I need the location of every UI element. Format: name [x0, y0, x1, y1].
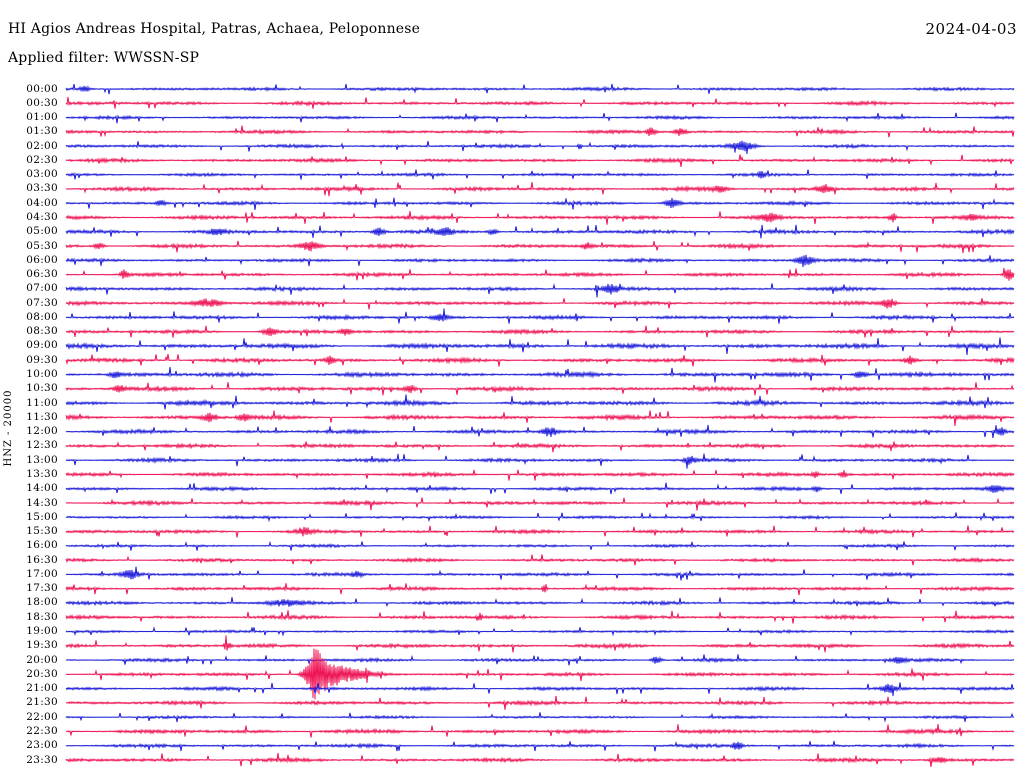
trace-row: [66, 610, 1014, 623]
trace-row: [66, 367, 1014, 383]
filter-label: Applied filter: WWSSN-SP: [8, 50, 200, 66]
trace-row: [66, 654, 1014, 665]
trace-row: [66, 425, 1014, 438]
trace-row: [66, 542, 1014, 551]
trace-row: [66, 283, 1014, 297]
time-label: 03:30: [26, 182, 58, 195]
time-label: 10:30: [26, 382, 58, 395]
time-label: 12:30: [26, 439, 58, 452]
trace-row: [66, 696, 1014, 710]
time-label: 14:30: [26, 496, 58, 509]
trace-row: [66, 555, 1014, 566]
trace-row: [66, 113, 1014, 123]
time-label: 22:00: [26, 710, 58, 723]
trace-row: [66, 298, 1014, 309]
time-label: 11:30: [26, 410, 58, 423]
time-label: 10:00: [26, 368, 58, 381]
trace-row: [66, 382, 1014, 395]
time-label: 17:30: [26, 582, 58, 595]
time-label: 08:30: [26, 325, 58, 338]
trace-row: [66, 525, 1014, 537]
trace-row: [66, 395, 1014, 410]
time-label: 09:30: [26, 353, 58, 366]
time-label: 02:00: [26, 139, 58, 152]
time-label: 19:30: [26, 639, 58, 652]
time-label: 00:30: [26, 96, 58, 109]
trace-row: [66, 211, 1014, 225]
trace-row: [66, 182, 1014, 196]
trace-row: [66, 255, 1014, 267]
trace-row: [66, 309, 1014, 324]
trace-row: [66, 683, 1014, 697]
trace-row: [66, 141, 1014, 154]
time-label: 00:00: [26, 82, 58, 95]
trace-row: [66, 741, 1014, 751]
trace-row: [66, 326, 1014, 338]
station-title: HI Agios Andreas Hospital, Patras, Achaea, Peloponnese: [8, 21, 421, 37]
trace-row: [66, 97, 1014, 109]
time-label: 21:30: [26, 696, 58, 709]
trace-row: [66, 483, 1014, 494]
time-label: 21:00: [26, 682, 58, 695]
trace-row: [66, 84, 1014, 94]
trace-row: [66, 597, 1014, 607]
y-axis-label: HNZ - 20000: [3, 389, 14, 467]
trace-row: [66, 649, 1014, 700]
time-label: 11:00: [26, 396, 58, 409]
trace-row: [66, 454, 1014, 469]
trace-row: [66, 354, 1014, 367]
time-label: 06:30: [26, 268, 58, 281]
trace-row: [66, 583, 1014, 595]
trace-row: [66, 635, 1014, 652]
time-label: 07:00: [26, 282, 58, 295]
trace-row: [66, 442, 1014, 453]
time-label: 22:30: [26, 724, 58, 737]
time-label: 14:00: [26, 482, 58, 495]
time-label: 06:00: [26, 253, 58, 266]
trace-row: [66, 198, 1014, 210]
time-label: 17:00: [26, 567, 58, 580]
trace-row: [66, 753, 1014, 767]
time-label: 20:00: [26, 653, 58, 666]
trace-row: [66, 338, 1014, 355]
time-label: 01:00: [26, 111, 58, 124]
time-label: 19:00: [26, 625, 58, 637]
time-label: 07:30: [26, 296, 58, 309]
time-label: 23:30: [26, 753, 58, 766]
trace-row: [66, 712, 1014, 722]
trace-row: [66, 268, 1014, 281]
trace-row: [66, 470, 1014, 481]
trace-row: [66, 411, 1014, 427]
time-label: 18:30: [26, 610, 58, 623]
trace-row: [66, 513, 1014, 522]
trace-row: [66, 225, 1014, 239]
time-label: 12:00: [26, 425, 58, 438]
time-label: 16:30: [26, 553, 58, 566]
plot-date: 2024-04-03: [925, 20, 1017, 38]
time-label: 05:30: [26, 239, 58, 252]
time-label: 15:30: [26, 525, 58, 538]
time-label: 13:00: [26, 453, 58, 466]
trace-row: [66, 154, 1014, 167]
time-label: 03:00: [26, 168, 58, 181]
time-label: 09:00: [26, 339, 58, 352]
time-label: 02:30: [26, 153, 58, 166]
time-label: 18:00: [26, 596, 58, 609]
time-label: 15:00: [26, 510, 58, 523]
trace-row: [66, 241, 1014, 253]
trace-row: [66, 170, 1014, 180]
time-label: 16:00: [26, 539, 58, 552]
time-label: 04:00: [26, 196, 58, 209]
time-label: 13:30: [26, 467, 58, 480]
trace-row: [66, 567, 1014, 581]
time-label: 04:30: [26, 210, 58, 223]
time-label: 01:30: [26, 125, 58, 138]
time-label: 08:00: [26, 310, 58, 323]
time-label: 20:30: [26, 667, 58, 680]
trace-row: [66, 724, 1014, 738]
time-label: 05:00: [26, 225, 58, 238]
trace-row: [66, 498, 1014, 511]
time-label: 23:00: [26, 739, 58, 752]
trace-row: [66, 627, 1014, 635]
trace-row: [66, 126, 1014, 138]
